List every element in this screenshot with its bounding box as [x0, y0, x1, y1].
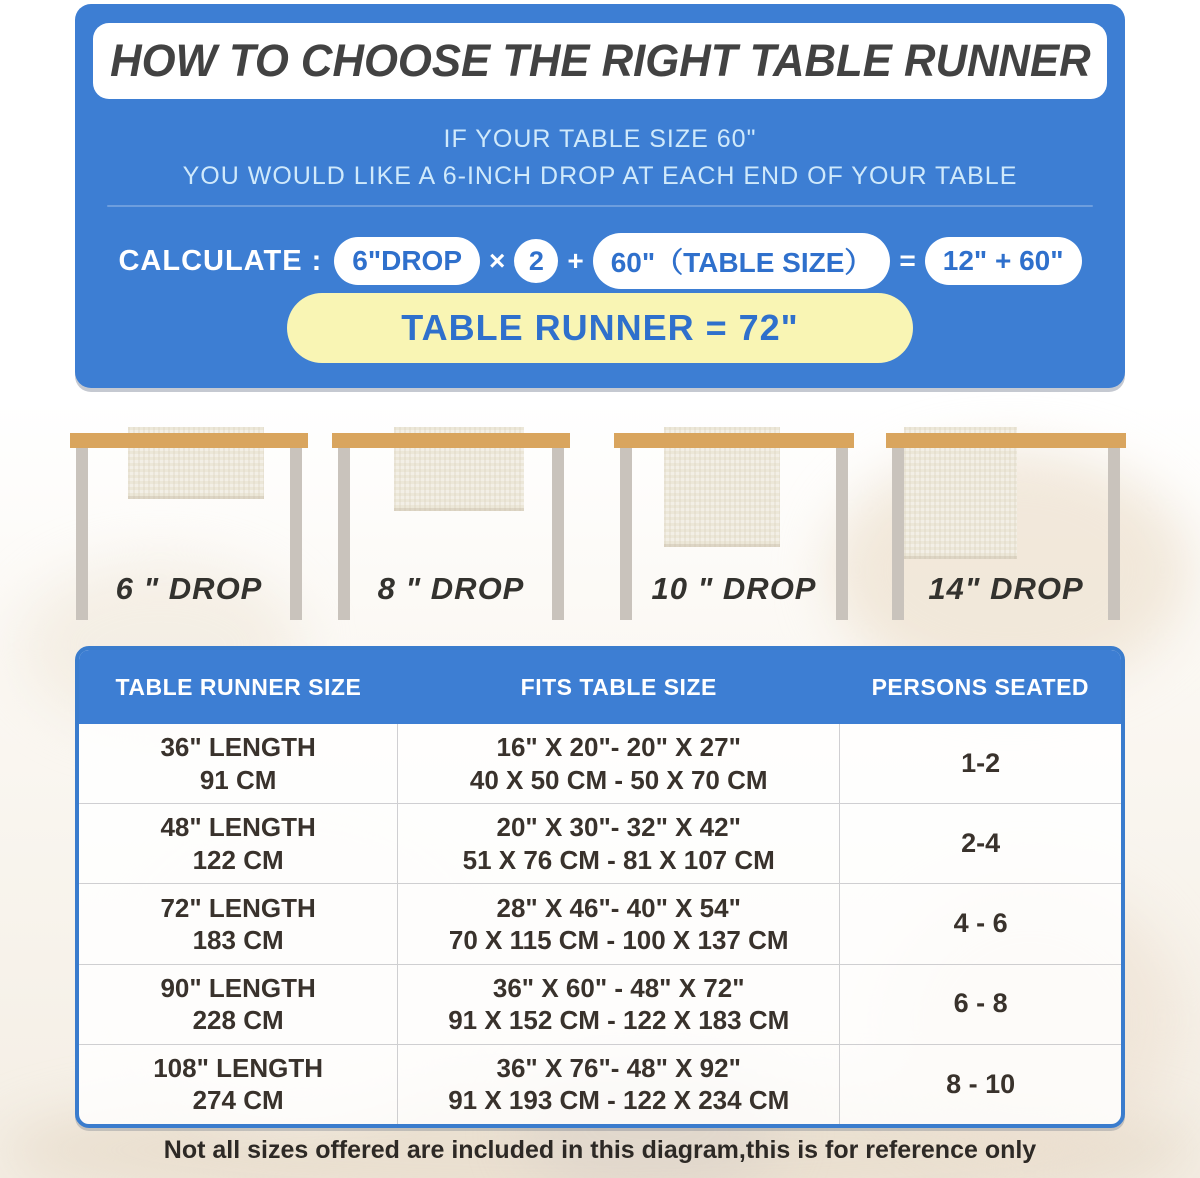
divider-line: [107, 205, 1093, 207]
calculation-row: [75, 233, 1125, 289]
fits-table-size-cell: [397, 965, 840, 1044]
persons-seated-cell: [840, 965, 1121, 1044]
column-header-fits-table-size: FITS TABLE SIZE: [520, 673, 717, 700]
drop-figure-14in: [886, 425, 1126, 625]
page-title: HOW TO CHOOSE THE RIGHT TABLE RUNNER: [109, 35, 1091, 86]
runner-size-inches: 72" LENGTH: [160, 892, 316, 923]
runner-size-inches: 48" LENGTH: [160, 812, 316, 843]
runner-size-inches: 90" LENGTH: [160, 972, 316, 1003]
subtitle-line1: IF YOUR TABLE SIZE 60": [443, 125, 757, 153]
table-row: [79, 1044, 1121, 1124]
drop-figure-10in: [614, 425, 854, 625]
table-row: [79, 883, 1121, 963]
fits-size-cm: 51 X 76 CM - 81 X 107 CM: [462, 844, 775, 875]
tabletop-graphic: [614, 433, 854, 448]
table-row: [79, 803, 1121, 883]
fits-table-size-cell: [397, 724, 840, 803]
table-runner-result-pill: [287, 293, 913, 363]
fits-size-cm: 91 X 152 CM - 122 X 183 CM: [448, 1005, 790, 1036]
drop-label: 8 " DROP: [377, 571, 525, 606]
title-box: [93, 23, 1107, 99]
fits-table-size-cell: [397, 804, 840, 883]
runner-size-cm: 228 CM: [192, 1005, 284, 1036]
calculate-label: CALCULATE :: [118, 244, 323, 277]
persons-seated-value: 1-2: [961, 747, 1001, 778]
table-size-pill: 60"（TABLE SIZE）: [593, 233, 891, 289]
result-pill: 12" + 60": [925, 237, 1082, 285]
persons-seated-value: 4 - 6: [953, 908, 1008, 939]
runner-size-cell: [79, 884, 397, 963]
tabletop-graphic: [70, 433, 308, 448]
drop-figure-8in: [332, 425, 570, 625]
reference-note: Not all sizes offered are included in this diagram,this is for reference only: [163, 1136, 1037, 1164]
fits-table-size-cell: [397, 1045, 840, 1124]
runner-size-cm: 91 CM: [199, 764, 277, 795]
runner-size-cm: 183 CM: [192, 925, 284, 955]
runner-size-cell: [79, 724, 397, 803]
tabletop-graphic: [332, 433, 570, 448]
persons-seated-value: 8 - 10: [946, 1068, 1016, 1099]
fits-size-inches: 36" X 60" - 48" X 72": [492, 972, 745, 1003]
fits-size-inches: 28" X 46"- 40" X 54": [496, 892, 741, 923]
drop-figure-6in: [70, 425, 308, 625]
drop-label: 14" DROP: [928, 571, 1084, 606]
size-chart-header: [79, 650, 1121, 724]
persons-seated-value: 2-4: [961, 827, 1001, 858]
drop-label: 10 " DROP: [651, 571, 817, 606]
fits-size-inches: 36" X 76"- 48" X 92": [496, 1052, 741, 1083]
fits-size-cm: 40 X 50 CM - 50 X 70 CM: [469, 764, 768, 795]
drop-value-pill: 6"DROP: [334, 237, 480, 285]
column-header-runner-size: TABLE RUNNER SIZE: [115, 673, 362, 700]
runner-size-inches: 108" LENGTH: [153, 1052, 324, 1083]
table-row: [79, 964, 1121, 1044]
persons-seated-cell: [840, 884, 1121, 963]
times-operator: ×: [489, 245, 506, 276]
equals-operator: =: [899, 245, 916, 276]
runner-size-cell: [79, 965, 397, 1044]
runner-size-cell: [79, 804, 397, 883]
header-panel: [75, 4, 1125, 388]
drop-label: 6 " DROP: [115, 571, 263, 606]
fits-size-cm: 91 X 193 CM - 122 X 234 CM: [448, 1085, 790, 1116]
persons-seated-value: 6 - 8: [953, 988, 1008, 1019]
fits-table-size-cell: [397, 884, 840, 963]
table-row: [79, 724, 1121, 803]
runner-size-cm: 122 CM: [192, 844, 284, 875]
tabletop-graphic: [886, 433, 1126, 448]
runner-size-inches: 36" LENGTH: [160, 732, 316, 763]
subtitle-line2: YOU WOULD LIKE A 6-INCH DROP AT EACH END OF YOUR TABLE: [182, 162, 1018, 190]
size-chart-table: [75, 646, 1125, 1128]
column-header-persons-seated: PERSONS SEATED: [871, 673, 1090, 700]
fits-size-inches: 20" X 30"- 32" X 42": [496, 812, 741, 843]
runner-size-cm: 274 CM: [192, 1085, 284, 1116]
fits-size-inches: 16" X 20"- 20" X 27": [496, 732, 741, 763]
fits-size-cm: 70 X 115 CM - 100 X 137 CM: [448, 925, 789, 955]
persons-seated-cell: [840, 804, 1121, 883]
persons-seated-cell: [840, 1045, 1121, 1124]
plus-operator: +: [567, 245, 584, 276]
runner-size-cell: [79, 1045, 397, 1124]
size-chart-body: [79, 724, 1121, 1124]
persons-seated-cell: [840, 724, 1121, 803]
table-runner-result-label: TABLE RUNNER = 72": [401, 307, 799, 348]
multiplier-badge: 2: [514, 239, 558, 283]
